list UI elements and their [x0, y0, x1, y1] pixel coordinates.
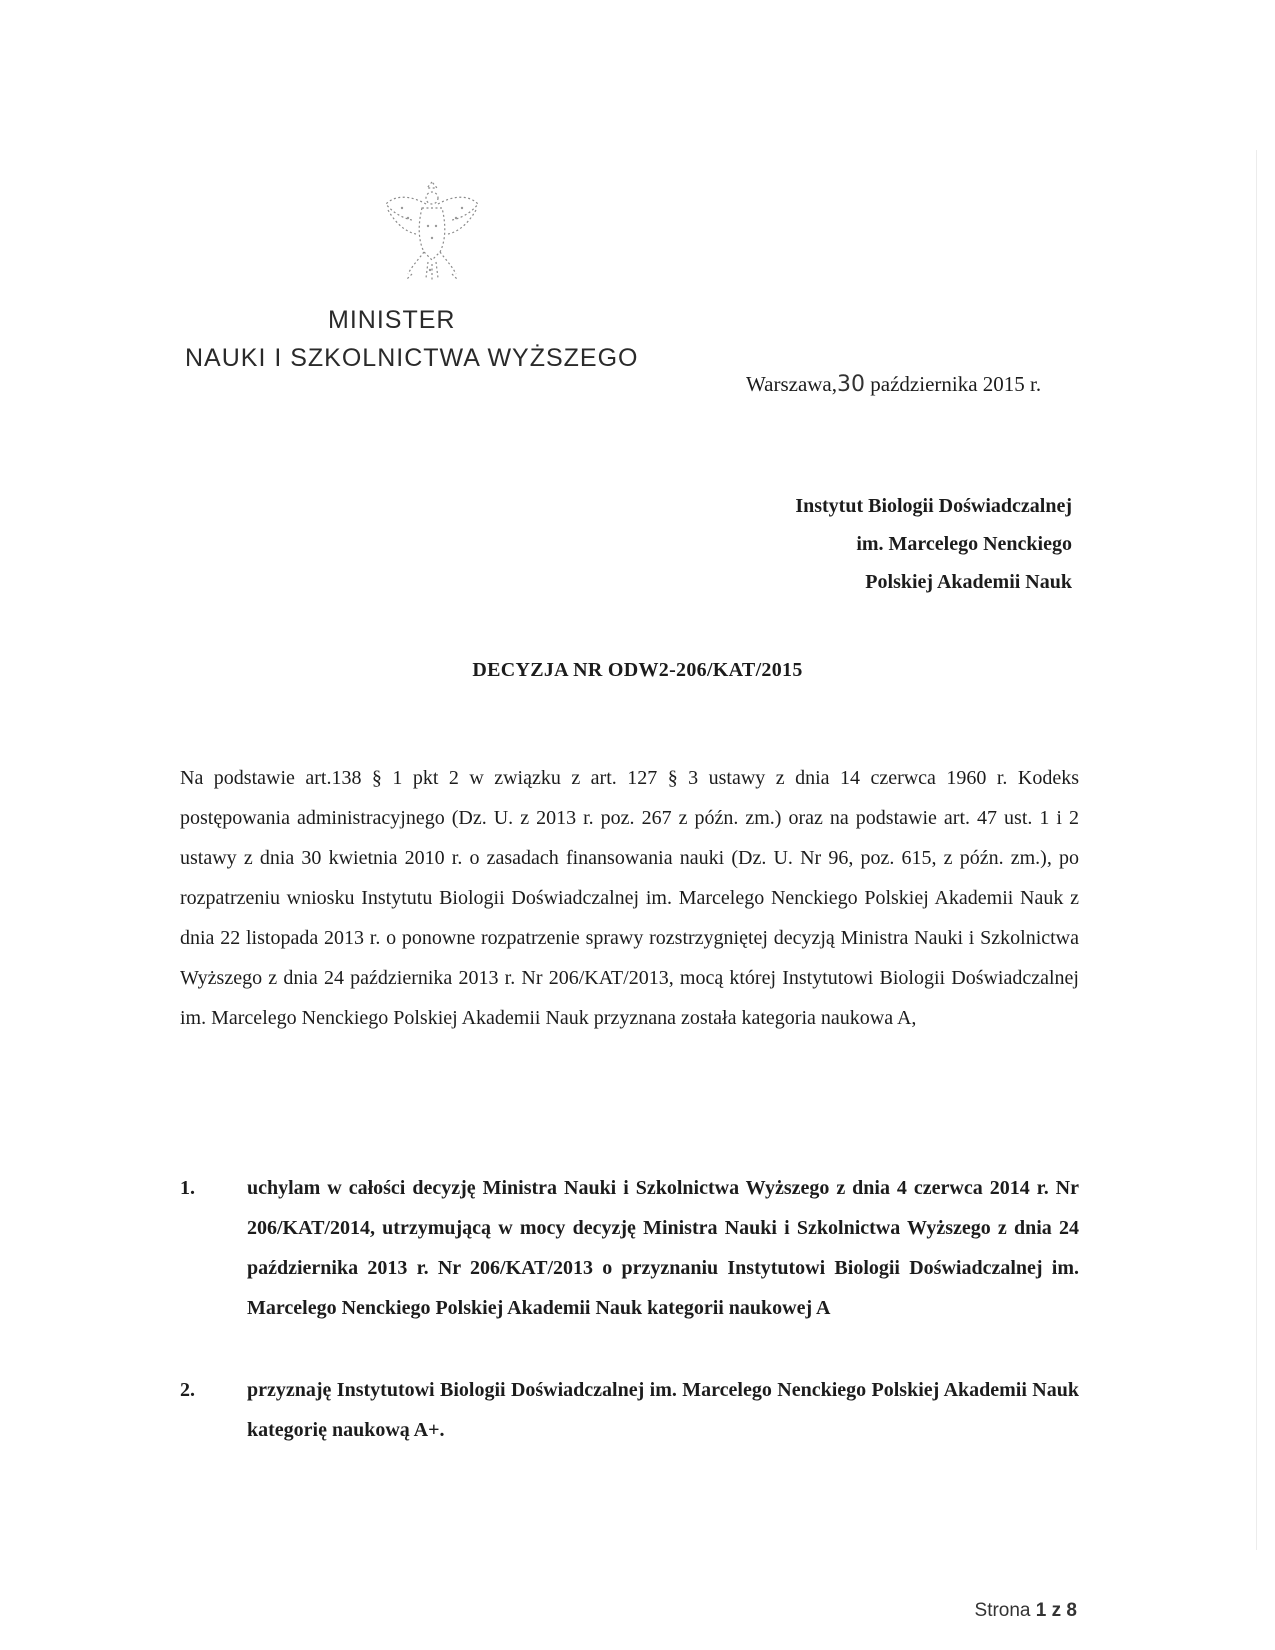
scan-edge-line — [1256, 150, 1257, 1550]
decision-title: DECYZJA NR ODW2-206/KAT/2015 — [472, 659, 803, 681]
footer-current-page: 1 — [1035, 1600, 1047, 1621]
item-number: 2. — [180, 1379, 195, 1401]
recipient-block — [795, 487, 1072, 601]
recipient-line: im. Marcelego Nenckiego — [856, 533, 1072, 555]
decision-item-1 — [180, 1168, 1079, 1328]
polish-eagle-emblem-icon — [382, 174, 482, 286]
ministry-header-line2: NAUKI I SZKOLNICTWA WYŻSZEGO — [185, 344, 639, 372]
item-text: przyznaję Instytutowi Biologii Doświadczalnej im. Marcelego Nenckiego Polskiej Akademii Nauk kategorię naukową A+. — [247, 1379, 1079, 1441]
footer-separator: z — [1051, 1600, 1062, 1621]
page-number-footer — [975, 1600, 1077, 1622]
date-day-handwritten: 30 — [837, 372, 866, 397]
recipient-line: Instytut Biologii Doświadczalnej — [795, 495, 1072, 517]
footer-label: Strona — [974, 1600, 1031, 1621]
recipient-line: Polskiej Akademii Nauk — [865, 571, 1072, 593]
item-text: uchylam w całości decyzję Ministra Nauki i Szkolnictwa Wyższego z dnia 4 czerwca 2014 r. Nr 206/KAT/2014, utrzymującą w mocy decyzję Ministra Nauki i Szkolnictwa Wyższego z dnia 24 października 2013 r. Nr 206/KAT/2013 o przyznaniu Instytutowi Biologii Doświadczalnej im. Marcelego Nenckiego Polskiej Akademii Nauk kategorii naukowej A — [247, 1177, 1079, 1319]
ministry-header-line1: MINISTER — [328, 306, 456, 334]
footer-total-pages: 8 — [1066, 1600, 1077, 1621]
document-date — [746, 372, 1041, 397]
date-place: Warszawa, — [746, 372, 838, 396]
legal-basis-paragraph: Na podstawie art.138 § 1 pkt 2 w związku z art. 127 § 3 ustawy z dnia 14 czerwca 1960 r. Kodeks postępowania administracyjnego (Dz. U. z 2013 r. poz. 267 z późn. zm.) oraz na podstawie art. 47 ust. 1 i 2 ustawy z dnia 30 kwietnia 2010 r. o zasadach finansowania nauki (Dz. U. Nr 96, poz. 615, z późn. zm.), po rozpatrzeniu wniosku Instytutu Biologii Doświadczalnej im. Marcelego Nenckiego Polskiej Akademii Nauk z dnia 22 listopada 2013 r. o ponowne rozpatrzenie sprawy rozstrzygniętej decyzją Ministra Nauki i Szkolnictwa Wyższego z dnia 24 października 2013 r. Nr 206/KAT/2013, mocą której Instytutowi Biologii Doświadczalnej im. Marcelego Nenckiego Polskiej Akademii Nauk przyznana została kategoria naukowa A, — [180, 767, 1079, 1029]
item-number: 1. — [180, 1177, 195, 1199]
date-rest: października 2015 r. — [870, 372, 1042, 396]
decision-item-2 — [180, 1370, 1079, 1450]
